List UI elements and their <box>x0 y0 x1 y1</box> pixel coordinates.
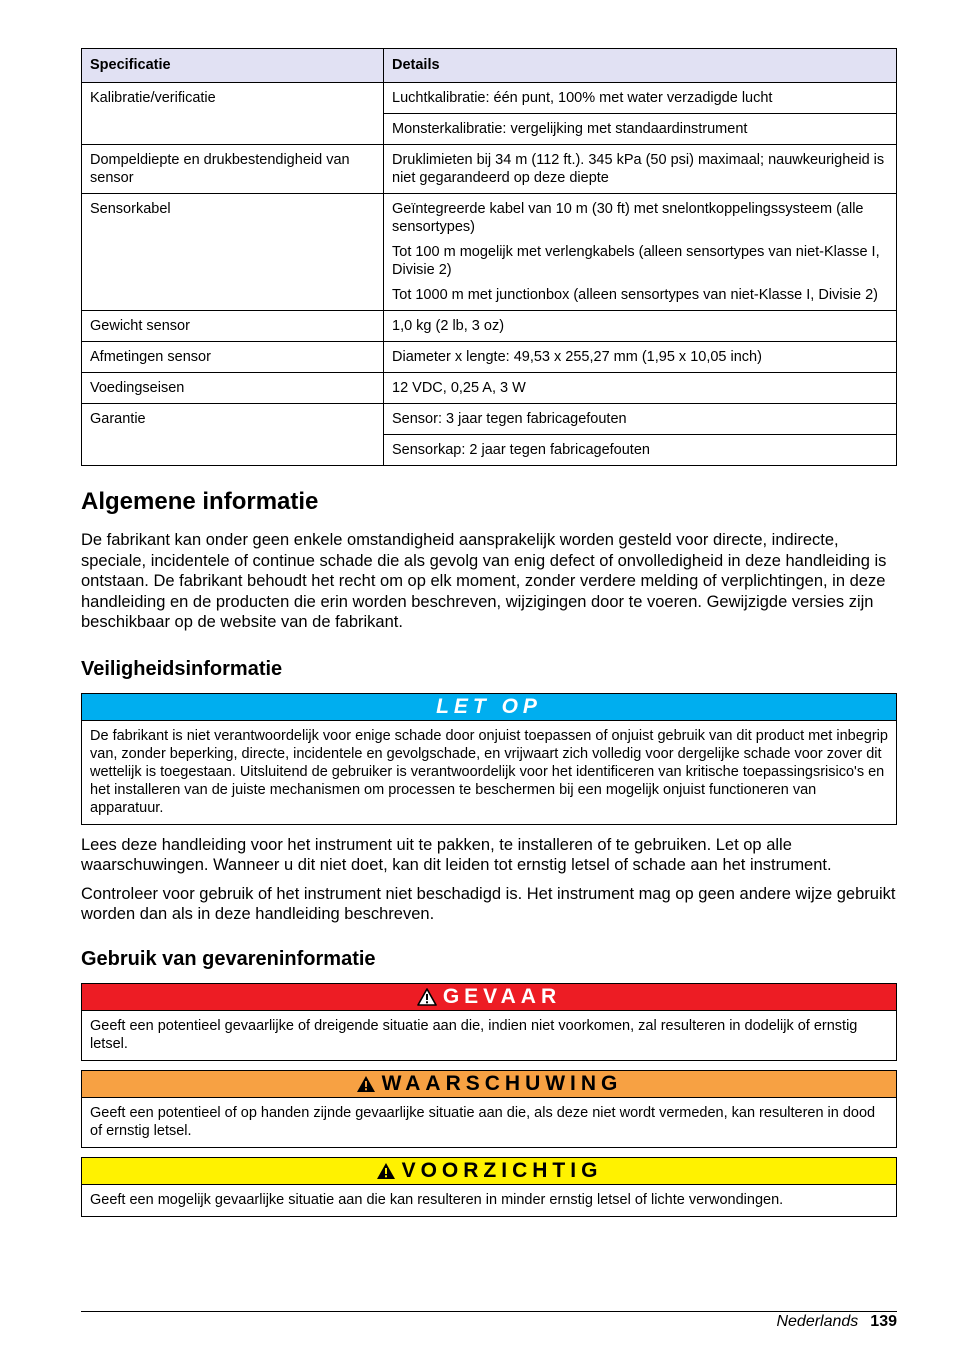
notice-label: LET OP <box>436 694 542 718</box>
details-cell: Druklimieten bij 34 m (112 ft.). 345 kPa (50 psi) maximaal; nauwkeurigheid is niet gegarandeerd op deze diepte <box>384 145 897 194</box>
table-header-row <box>82 49 897 83</box>
warning-box <box>81 1070 897 1148</box>
table-row <box>82 404 897 435</box>
table-row <box>82 145 897 194</box>
header-specificatie: Specificatie <box>82 49 384 83</box>
warning-label: WAARSCHUWING <box>381 1071 623 1095</box>
spec-cell: Dompeldiepte en drukbestendigheid van sensor <box>82 145 384 194</box>
details-cell <box>384 194 897 311</box>
details-cell: Luchtkalibratie: één punt, 100% met water verzadigde lucht <box>384 83 897 114</box>
caution-header <box>82 1158 896 1185</box>
notice-text: De fabrikant is niet verantwoordelijk voor enige schade door onjuist toepassen of onjuist gebruik van dit product met inbegrip van, zonder beperking, directe, incidentele en gevolgschade, en vrijwaart zich volledig voor dergelijke schade voor zover dit wettelijk is toegestaan. Uitsluitend de gebruiker is verantwoordelijk voor het identificeren van kritische toepassingsrisico's en het installeren van de juiste mechanismen om processen te beschermen bij een mogelijk onjuist functioneren van apparatuur. <box>90 727 888 816</box>
header-details: Details <box>384 49 897 83</box>
details-cell: 12 VDC, 0,25 A, 3 W <box>384 373 897 404</box>
page-content <box>81 48 897 1226</box>
table-row <box>82 373 897 404</box>
caution-text: Geeft een mogelijk gevaarlijke situatie aan die kan resulteren in minder ernstig letsel of lichte verwondingen. <box>90 1191 784 1208</box>
spec-cell: Sensorkabel <box>82 194 384 311</box>
danger-box <box>81 983 897 1061</box>
spec-cell: Gewicht sensor <box>82 311 384 342</box>
table-row <box>82 194 897 311</box>
safety-paragraph-2: Controleer voor gebruik of het instrument niet beschadigd is. Het instrument mag op geen andere wijze gebruikt worden dan als in deze handleiding beschreven. <box>81 884 896 923</box>
footer-language: Nederlands <box>776 1313 859 1330</box>
details-cell: Monsterkalibratie: vergelijking met standaardinstrument <box>384 114 897 145</box>
details-cell: 1,0 kg (2 lb, 3 oz) <box>384 311 897 342</box>
spec-cell: Kalibratie/verificatie <box>82 83 384 145</box>
table-row <box>82 342 897 373</box>
danger-label: GEVAAR <box>442 984 562 1008</box>
danger-header <box>82 984 896 1011</box>
details-line: Tot 1000 m met junctionbox (alleen sensortypes van niet-Klasse I, Divisie 2) <box>392 287 878 303</box>
specifications-table <box>81 48 897 466</box>
table-row <box>82 311 897 342</box>
footer-divider <box>81 1311 897 1312</box>
section-title-general: Algemene informatie <box>81 488 319 515</box>
warning-text: Geeft een potentieel of op handen zijnde gevaarlijke situatie aan die, als deze niet wordt vermeden, kan resulteren in dood of ernstig letsel. <box>90 1104 876 1139</box>
spec-cell: Garantie <box>82 404 384 466</box>
spec-cell: Voedingseisen <box>82 373 384 404</box>
warning-header <box>82 1071 896 1098</box>
details-line: Geïntegreerde kabel van 10 m (30 ft) met snelontkoppelingssysteem (alle sensortypes) <box>392 201 864 235</box>
section-title-safety: Veiligheidsinformatie <box>81 657 283 680</box>
spec-cell: Afmetingen sensor <box>82 342 384 373</box>
details-cell: Sensorkap: 2 jaar tegen fabricagefouten <box>384 435 897 466</box>
details-cell: Diameter x lengte: 49,53 x 255,27 mm (1,95 x 10,05 inch) <box>384 342 897 373</box>
safety-paragraph-1: Lees deze handleiding voor het instrument uit te pakken, te installeren of te gebruiken. Let op alle waarschuwingen. Wanneer u dit niet doet, kan dit leiden tot ernstig letsel of schade aan het instrument. <box>81 835 832 874</box>
page-number: 139 <box>870 1313 897 1330</box>
warning-triangle-icon <box>376 1162 396 1180</box>
details-cell: Sensor: 3 jaar tegen fabricagefouten <box>384 404 897 435</box>
table-row <box>82 83 897 114</box>
danger-text: Geeft een potentieel gevaarlijke of dreigende situatie aan die, indien niet voorkomen, zal resulteren in dodelijk of ernstig letsel. <box>90 1017 858 1052</box>
notice-header <box>82 694 896 721</box>
general-paragraph: De fabrikant kan onder geen enkele omstandigheid aansprakelijk worden gesteld voor directe, indirecte, speciale, incidentele of continue schade die als gevolg van enig defect of onvolledigheid in deze handleiding is ontstaan. De fabrikant behoudt het recht om op elk moment, zonder verdere melding of verplichtingen, in deze handleiding en de producten die erin worden beschreven, wijzigingen door te voeren. Gewijzigde versies zijn beschikbaar op de website van de fabrikant. <box>81 531 887 631</box>
page-footer <box>776 1312 897 1332</box>
warning-triangle-icon <box>417 988 437 1006</box>
caution-box <box>81 1157 897 1217</box>
notice-box <box>81 693 897 825</box>
warning-triangle-icon <box>356 1075 376 1093</box>
details-line: Tot 100 m mogelijk met verlengkabels (alleen sensortypes van niet-Klasse I, Divisie 2) <box>392 244 880 278</box>
caution-label: VOORZICHTIG <box>401 1158 603 1182</box>
section-title-hazard: Gebruik van gevareninformatie <box>81 947 376 970</box>
